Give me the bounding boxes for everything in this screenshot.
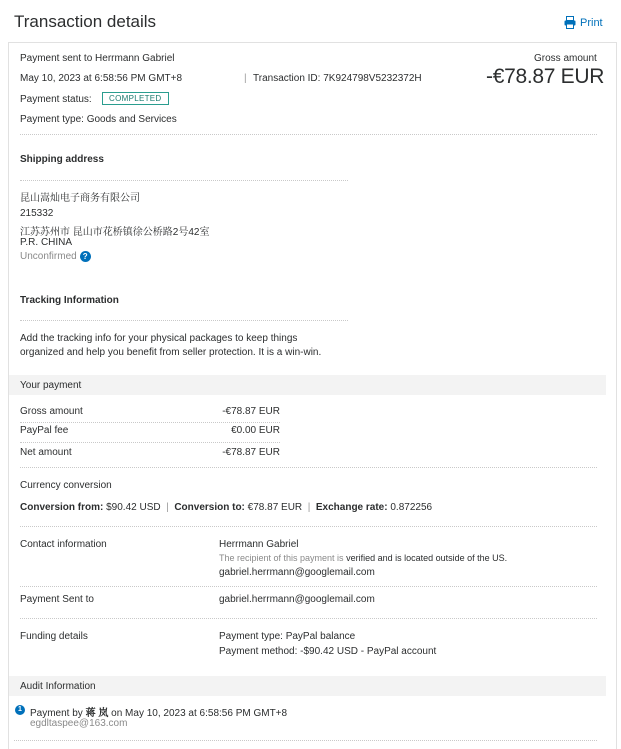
tracking-text-1: Add the tracking info for your physical packages to keep things [20, 333, 298, 344]
status-badge: COMPLETED [102, 92, 169, 105]
contact-label: Contact information [20, 539, 107, 550]
divider [20, 320, 348, 321]
conversion-from-value: $90.42 USD [106, 502, 161, 513]
recipient-note [219, 553, 507, 563]
divider: | [163, 502, 172, 513]
audit-entry-name: 蒋 岚 [85, 708, 109, 719]
divider: | [304, 502, 314, 513]
fee-row-label: PayPal fee [20, 425, 69, 436]
exchange-rate-label: Exchange rate: [315, 502, 388, 513]
audit-header [9, 676, 606, 696]
funding-type: Payment type: PayPal balance [219, 631, 356, 642]
status-label: Payment status: [20, 94, 92, 105]
shipping-line-1: 昆山嵩灿电子商务有限公司 [20, 193, 140, 204]
details-panel [8, 42, 617, 749]
your-payment-header [9, 375, 606, 395]
net-row-label: Net amount [20, 447, 72, 458]
shipping-line-3: 江苏苏州市 昆山市花桥镇徐公桥路2号42室 [20, 227, 210, 238]
contact-email[interactable]: gabriel.herrmann@googlemail.com [219, 567, 375, 578]
audit-entry-pre: Payment by [30, 708, 86, 719]
divider: | [244, 73, 247, 84]
sent-to-text: Payment sent to Herrmann Gabriel [20, 53, 175, 64]
conversion-from-label: Conversion from: [20, 502, 104, 513]
shipping-heading: Shipping address [20, 154, 104, 165]
tracking-text-2: organized and help you benefit from seller protection. It is a win-win. [20, 347, 322, 358]
divider [20, 134, 597, 135]
audit-entry-post: on May 10, 2023 at 6:58:56 PM GMT+8 [108, 708, 288, 719]
info-icon: 1 [15, 705, 25, 715]
recipient-note-post: . [504, 553, 508, 563]
help-icon[interactable]: ? [80, 251, 91, 262]
divider [20, 422, 280, 423]
audit-entry [30, 704, 287, 719]
conversion-to-label: Conversion to: [174, 502, 245, 513]
recipient-note-pre: The recipient of this payment is [219, 553, 347, 563]
print-label: Print [580, 16, 603, 29]
printer-icon [564, 16, 576, 29]
funding-label: Funding details [20, 631, 88, 642]
contact-name: Herrmann Gabriel [219, 539, 299, 550]
tracking-heading: Tracking Information [20, 295, 119, 306]
your-payment-heading: Your payment [20, 380, 82, 391]
shipping-line-2: 215332 [20, 208, 54, 219]
audit-email: egdltaspee@163.com [30, 718, 128, 729]
audit-heading: Audit Information [20, 681, 96, 692]
print-button[interactable] [564, 16, 603, 29]
gross-amount-label: Gross amount [534, 53, 597, 64]
funding-method: Payment method: -$90.42 USD - PayPal account [219, 646, 437, 657]
net-row-value: -€78.87 EUR [222, 447, 280, 458]
shipping-line-4: P.R. CHINA [20, 237, 73, 248]
divider [14, 740, 597, 741]
transaction-id[interactable]: Transaction ID: 7K924798V5232372H [253, 73, 422, 84]
divider [20, 586, 597, 587]
gross-row-value: -€78.87 EUR [222, 406, 280, 417]
sent-to-label: Payment Sent to [20, 594, 94, 605]
gross-row-label: Gross amount [20, 406, 83, 417]
payment-type: Payment type: Goods and Services [20, 114, 177, 125]
transaction-datetime: May 10, 2023 at 6:58:56 PM GMT+8 [20, 73, 183, 84]
recipient-note-bold: verified and is located outside of the US [346, 553, 505, 563]
conversion-line [20, 502, 432, 513]
divider [20, 526, 597, 527]
divider [20, 467, 597, 468]
gross-amount-value: -€78.87 EUR [486, 65, 605, 88]
exchange-rate-value: 0.872256 [390, 502, 433, 513]
divider [20, 180, 348, 181]
address-status [20, 251, 91, 262]
conversion-to-value: €78.87 EUR [247, 502, 303, 513]
address-status-label: Unconfirmed [20, 251, 77, 262]
conversion-heading: Currency conversion [20, 480, 112, 491]
sent-to-email[interactable]: gabriel.herrmann@googlemail.com [219, 594, 375, 605]
divider [20, 442, 280, 443]
divider [20, 618, 597, 619]
page-title: Transaction details [14, 12, 157, 31]
fee-row-value: €0.00 EUR [231, 425, 280, 436]
